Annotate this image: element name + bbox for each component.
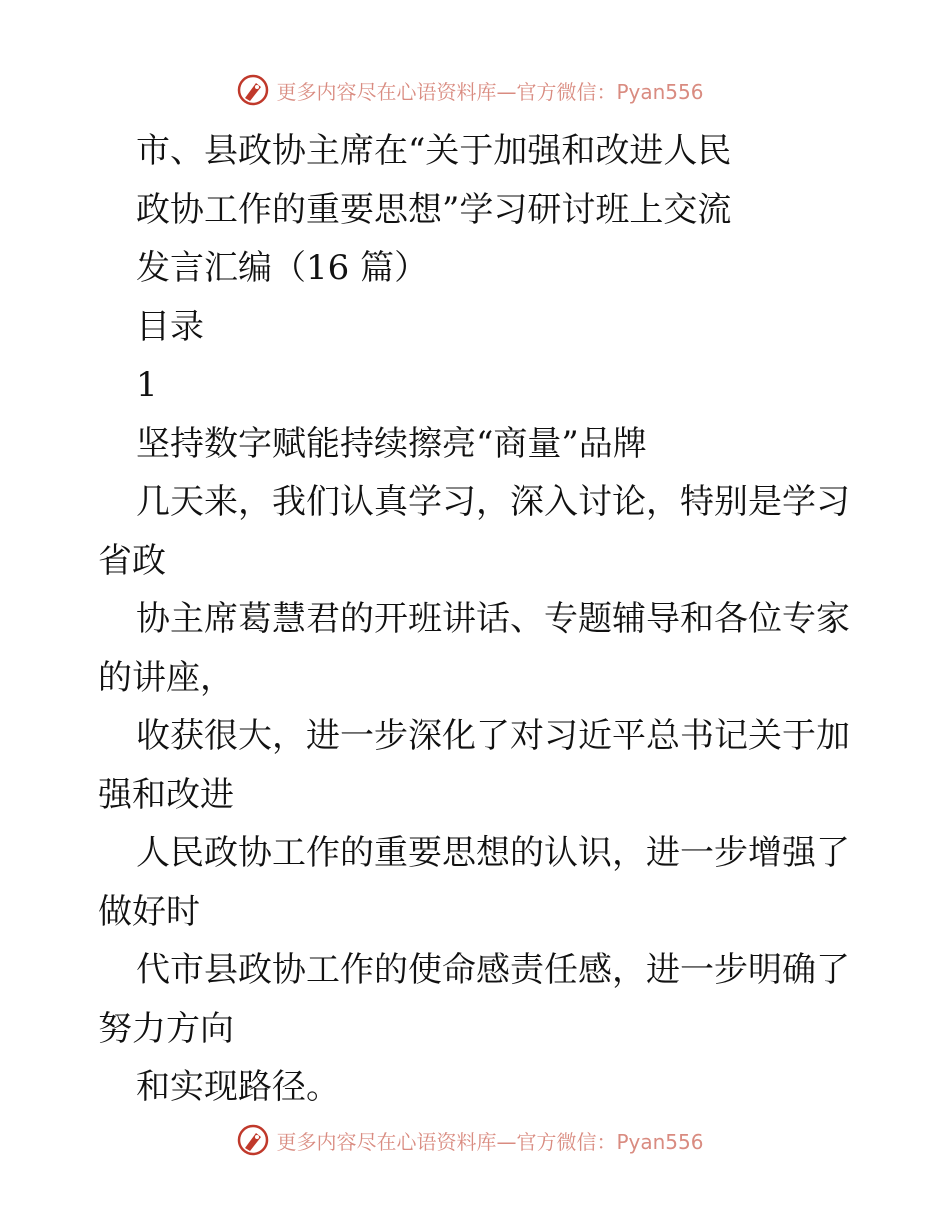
paragraph-line-8: 做好时	[98, 891, 200, 932]
paragraph-line-7: 人民政协工作的重要思想的认识，进一步增强了	[136, 833, 850, 873]
title-line-1: 市、县政协主席在“关于加强和改进人民	[136, 131, 732, 171]
paragraph-line-4: 的讲座，	[98, 657, 234, 698]
toc-label: 目录	[136, 306, 204, 347]
paragraph-line-9: 代市县政协工作的使命感责任感，进一步明确了	[136, 950, 850, 990]
document-body	[98, 122, 858, 1117]
paragraph-line-10: 努力方向	[98, 1008, 234, 1049]
paragraph-line-5: 收获很大，进一步深化了对习近平总书记关于加	[136, 716, 850, 756]
footer-watermark-text: 更多内容尽在心语资料库—官方微信：Pyan556	[276, 1129, 704, 1154]
paragraph-line-1: 几天来，我们认真学习，深入讨论，特别是学习	[136, 482, 850, 522]
title-line-3: 发言汇编（16 篇）	[136, 248, 429, 288]
paragraph-line-3: 协主席葛慧君的开班讲话、专题辅导和各位专家	[136, 599, 850, 639]
header-watermark-text: 更多内容尽在心语资料库—官方微信：Pyan556	[276, 79, 704, 104]
header-watermark-content	[236, 73, 703, 107]
section-number: 1	[136, 365, 158, 405]
title-line-2: 政协工作的重要思想”学习研讨班上交流	[136, 189, 732, 230]
header-watermark	[0, 70, 950, 110]
footer-watermark	[0, 1120, 950, 1160]
paragraph-line-2: 省政	[98, 540, 166, 581]
footer-watermark-content	[236, 1123, 703, 1157]
section-heading: 坚持数字赋能持续擦亮“商量”品牌	[136, 423, 647, 464]
pen-nib-logo-icon	[236, 1123, 270, 1157]
paragraph-line-11: 和实现路径。	[136, 1067, 340, 1107]
paragraph-line-6: 强和改进	[98, 774, 234, 815]
pen-nib-logo-icon	[236, 73, 270, 107]
